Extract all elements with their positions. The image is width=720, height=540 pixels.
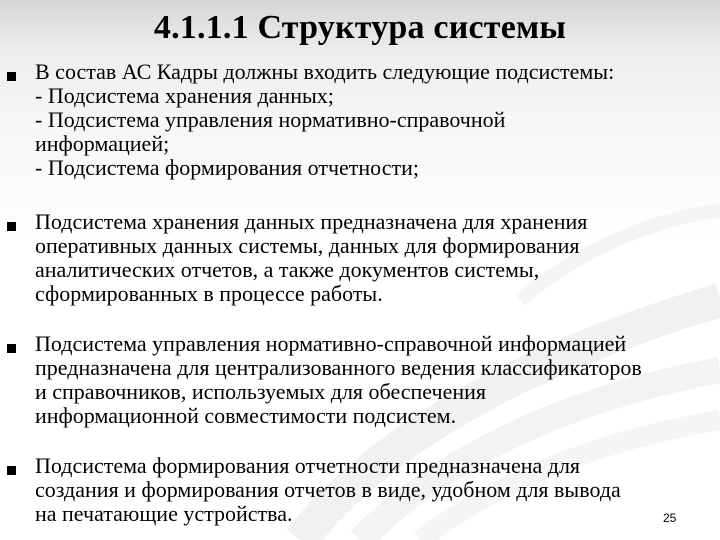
bullet-text-line: - Подсистема хранения данных;	[35, 83, 334, 108]
bullet-text-line: на печатающие устройства.	[35, 501, 293, 526]
square-bullet-icon	[7, 222, 16, 231]
bullet-text-line: информационной совместимости подсистем.	[35, 403, 457, 428]
bullet-text-line: оперативных данных системы, данных для формирования	[35, 233, 580, 258]
square-bullet-icon	[7, 72, 16, 81]
bullet-text-line: Подсистема формирования отчетности предназначена для	[35, 453, 581, 478]
bullet-text-line: предназначена для централизованного ведения классификаторов	[35, 355, 642, 380]
bullet-text-line: - Подсистема формирования отчетности;	[35, 155, 419, 180]
page-number: 25	[663, 511, 677, 525]
square-bullet-icon	[7, 466, 16, 475]
bullet-text-line: создания и формирования отчетов в виде, удобном для вывода	[35, 477, 621, 502]
bullet-text-line: и справочников, используемых для обеспечения	[35, 379, 487, 404]
bullet-text-line: аналитических отчетов, а также документов системы,	[35, 257, 540, 282]
square-bullet-icon	[7, 344, 16, 353]
bullet-text-line: В состав АС Кадры должны входить следующие подсистемы:	[35, 59, 615, 84]
slide-title: 4.1.1.1 Структура системы	[153, 9, 567, 46]
bullet-text-line: Подсистема хранения данных предназначена для хранения	[35, 209, 588, 234]
bullet-text-line: - Подсистема управления нормативно-справочной	[35, 107, 506, 132]
bullet-text-line: информацией;	[35, 131, 170, 156]
bullet-text-line: Подсистема управления нормативно-справочной информацией	[35, 331, 627, 356]
bullet-text-line: сформированных в процессе работы.	[35, 281, 383, 306]
